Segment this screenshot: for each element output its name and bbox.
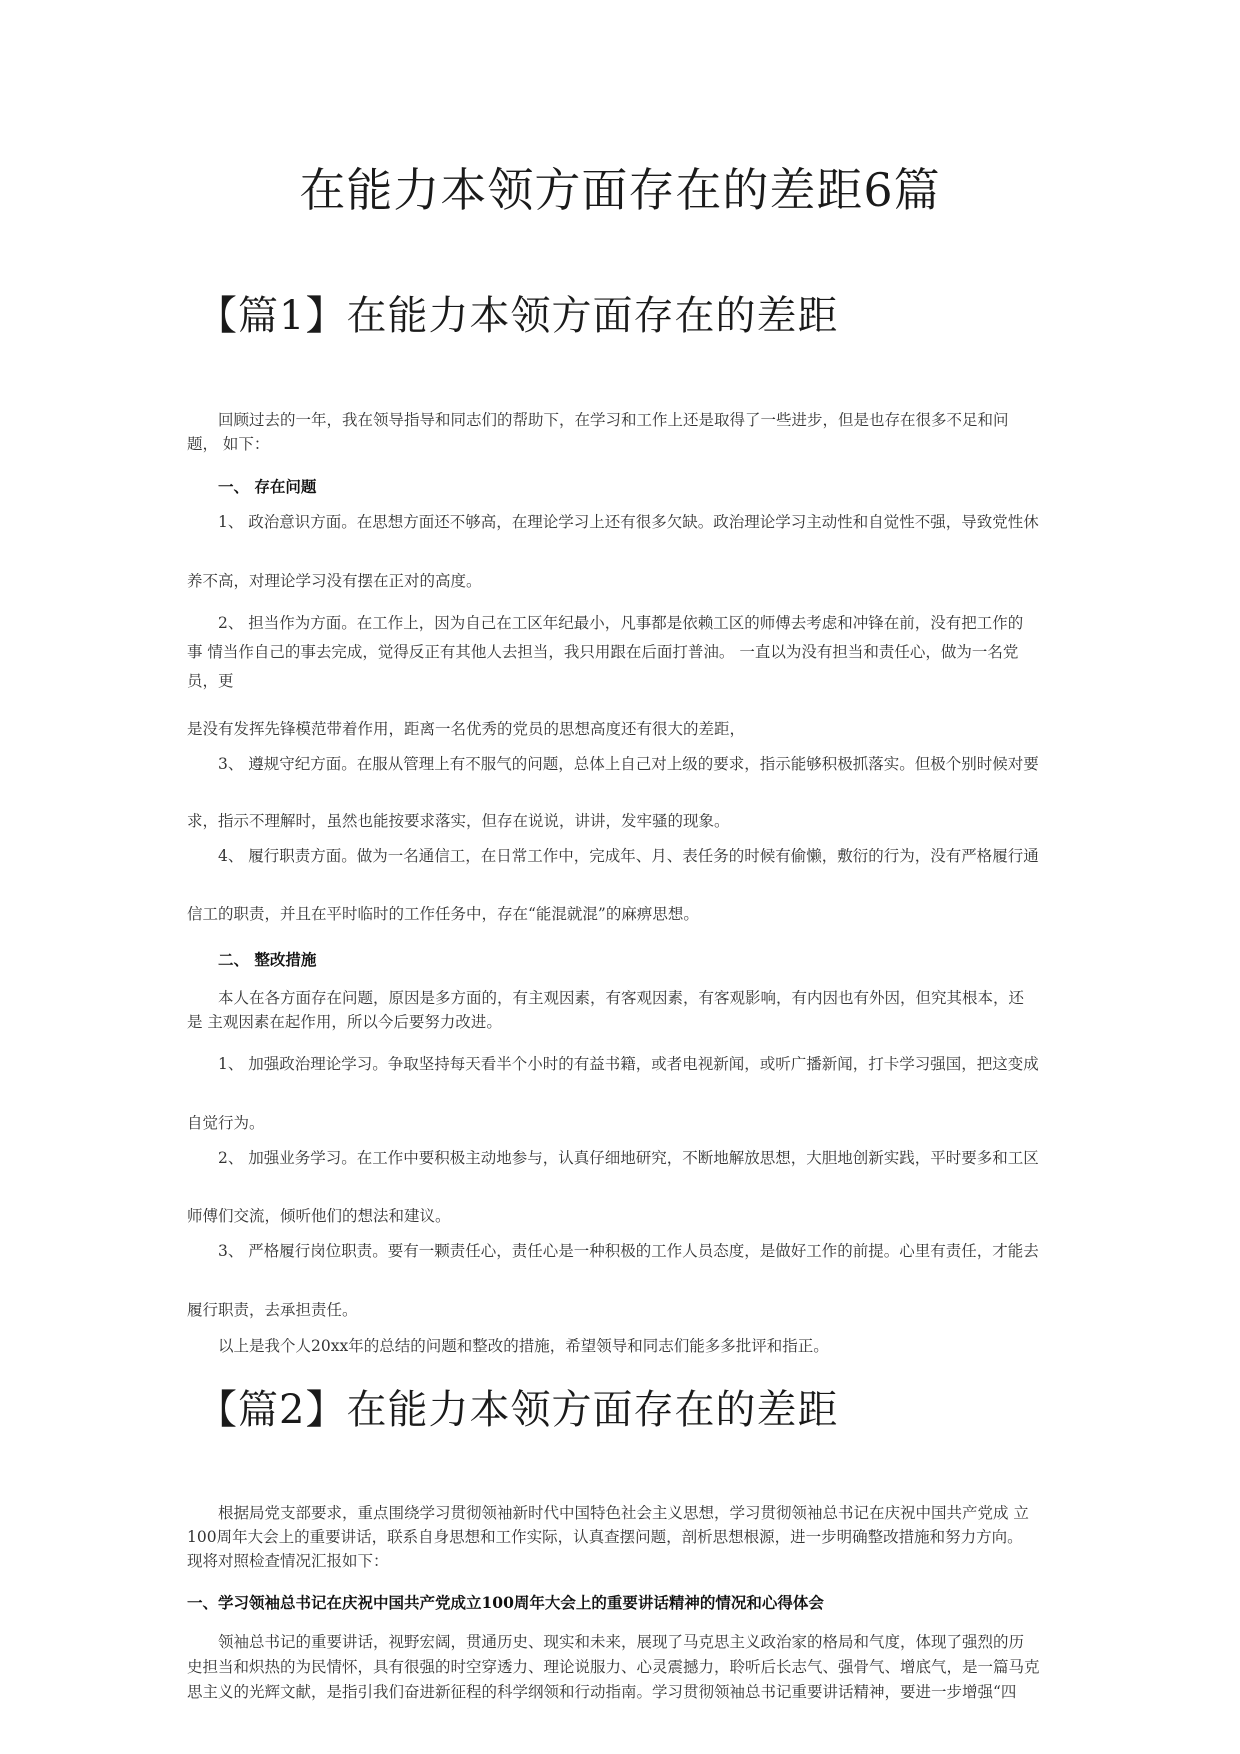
measure-3-line-2: 履行职责，去承担责任。: [187, 1301, 358, 1319]
section-2-para-line-3: 思主义的光辉文献，是指引我们奋进新征程的科学纲领和行动指南。学习贯彻领袖总书记重要讲话精神，要进一步增强“四: [187, 1683, 1017, 1701]
measures-intro-line-2: 是 主观因素在起作用，所以今后要努力改进。: [187, 1013, 502, 1031]
section-2-para-line-2: 史担当和炽热的为民情怀，具有很强的时空穿透力、理论说服力、心灵震撼力，聆听后长志气、强骨气、增底气，是一篇马克: [187, 1658, 1040, 1676]
section-2-intro-line-3: 现将对照检查情况汇报如下：: [187, 1552, 389, 1570]
problem-3-line-1: 3、 遵规守纪方面。在服从管理上有不服气的问题，总体上自己对上级的要求，指示能够积极抓落实。但极个别时候对要: [218, 755, 1039, 773]
section-1-intro-line-1: 回顾过去的一年，我在领导指导和同志们的帮助下，在学习和工作上还是取得了一些进步，但是也存在很多不足和问: [218, 411, 1009, 429]
document-title: 在能力本领方面存在的差距6篇: [299, 163, 941, 217]
section-2-intro-line-2: 100周年大会上的重要讲话，联系自身思想和工作实际，认真查摆问题，剖析思想根源，进一步明确整改措施和努力方向。: [187, 1528, 1023, 1546]
problem-2-line-1: 2、 担当作为方面。在工作上，因为自己在工区年纪最小，凡事都是依赖工区的师傅去考虑和冲锋在前，没有把工作的: [218, 614, 1024, 632]
measures-intro-line-1: 本人在各方面存在问题，原因是多方面的，有主观因素，有客观因素，有客观影响，有内因也有外因，但究其根本，还: [218, 989, 1025, 1007]
section-1-title: 【篇1】在能力本领方面存在的差距: [197, 293, 839, 339]
measure-3-line-1: 3、 严格履行岗位职责。要有一颗责任心，责任心是一种积极的工作人员态度，是做好工作的前提。心里有责任，才能去: [218, 1242, 1039, 1260]
problem-4-line-1: 4、 履行职责方面。做为一名通信工，在日常工作中，完成年、月、表任务的时候有偷懒，敷衍的行为，没有严格履行通: [218, 847, 1039, 865]
problem-1-line-1: 1、 政治意识方面。在思想方面还不够高，在理论学习上还有很多欠缺。政治理论学习主动性和自觉性不强，导致党性休: [218, 513, 1039, 531]
section-2-para-line-1: 领袖总书记的重要讲话，视野宏阔，贯通历史、现实和未来，展现了马克思主义政治家的格局和气度，体现了强烈的历: [218, 1633, 1025, 1651]
section-2-title: 【篇2】在能力本领方面存在的差距: [197, 1387, 839, 1433]
section-2-heading-1: 一、学习领袖总书记在庆祝中国共产党成立100周年大会上的重要讲话精神的情况和心得体会: [187, 1593, 824, 1612]
section-2-intro-line-1: 根据局党支部要求，重点围绕学习贯彻领袖新时代中国特色社会主义思想，学习贯彻领袖总书记在庆祝中国共产党成 立: [218, 1504, 1029, 1522]
measure-2-line-1: 2、 加强业务学习。在工作中要积极主动地参与，认真仔细地研究，不断地解放思想，大胆地创新实践，平时要多和工区: [218, 1149, 1039, 1167]
section-1-intro-line-2: 题， 如下：: [187, 435, 270, 453]
measure-1-line-2: 自觉行为。: [187, 1114, 265, 1132]
section-1-heading-problems: 一、 存在问题: [218, 477, 317, 496]
problem-2-line-2: 事 情当作自己的事去完成，觉得反正有其他人去担当，我只用跟在后面打普油。 一直以为没有担当和责任心，做为一名党: [187, 643, 1019, 661]
problem-1-line-2: 养不高，对理论学习没有摆在正对的高度。: [187, 572, 482, 590]
section-1-closing: 以上是我个人20xx年的总结的问题和整改的措施，希望领导和同志们能多多批评和指正。: [218, 1337, 829, 1355]
problem-2-line-4: 是没有发挥先锋模范带着作用，距离一名优秀的党员的思想高度还有很大的差距，: [187, 720, 746, 738]
section-1-heading-measures: 二、 整改措施: [218, 950, 317, 969]
problem-4-line-2: 信工的职责，并且在平时临时的工作任务中，存在“能混就混”的麻痹思想。: [187, 905, 699, 923]
measure-1-line-1: 1、 加强政治理论学习。争取坚持每天看半个小时的有益书籍，或者电视新闻，或听广播新闻，打卡学习强国，把这变成: [218, 1055, 1039, 1073]
problem-3-line-2: 求，指示不理解时，虽然也能按要求落实，但存在说说，讲讲，发牢骚的现象。: [187, 812, 730, 830]
measure-2-line-2: 师傅们交流，倾听他们的想法和建议。: [187, 1207, 451, 1225]
problem-2-line-3: 员，更: [187, 672, 234, 690]
